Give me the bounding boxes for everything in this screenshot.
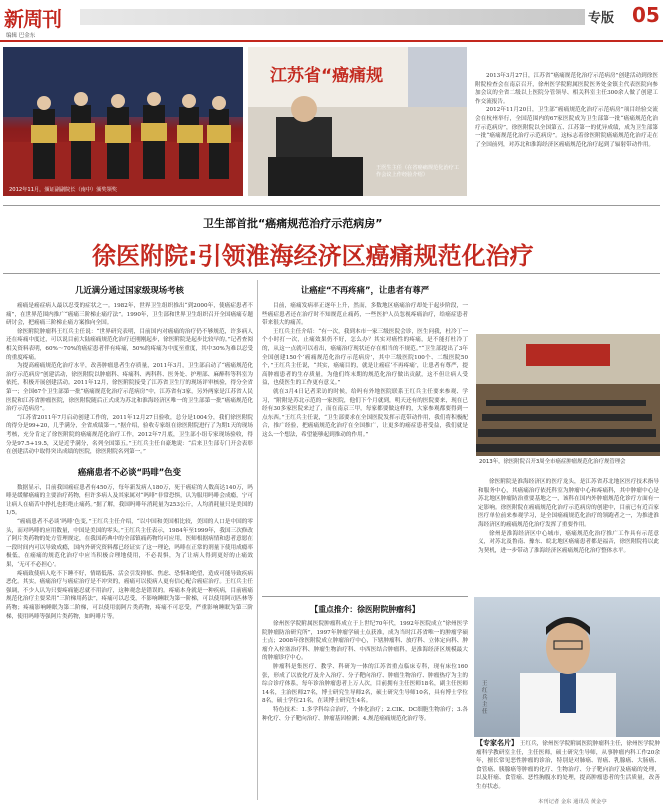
masthead-bar <box>80 9 585 25</box>
col2-paragraph-2: 王红兵主任介绍：“有一次，我到本市一家三级医院会诊，医生问我，杜冷丁一个小时打一次，止痛效果仍不好，怎么办？其实对癌性的疼痛，是不能打杜冷丁的，从这一点就可以看出，癌痛治疗现状还存在相当的不规范。”“卫生部提出了3年全国创建150个‘癌痛规范化治疗示范病房’，其中三级医院100个、二级医院50个，”王红兵主任说，“其实，癌痛目的，就是让癌症‘不再疼痛’，让患者有尊严，提高肿瘤患者的生存质量，为他们终末期的规范化治疗做出贡献，这不但让病人受益，也使医生的工作更有意义。” <box>262 328 468 387</box>
highlight-box <box>262 596 468 800</box>
col1-heading-2: 癌痛患者不必谈“吗啡”色变 <box>77 466 182 477</box>
right-column <box>478 478 659 555</box>
col1-paragraph-4: “江苏省2011年7月启动创建工作的，2011年12月27日验收，总分是1004分，我们徐医附院的得分是99+20，几乎满分，全省成绩第一。”据介绍，验收专家组在徐医附院进行了为期1天的现场考核，充分肯定了徐医附院的癌痛规范化治疗工作，2012年7月底，卫生部小组专家现场验收，得分是97.5+19.5，又是近乎满分，名列全国第五。”王红兵主任自豪地说：“后来卫生部专门开会表彰在创建活动中取得突出成绩的医院，徐医附院名列第一。” <box>6 414 253 456</box>
banner-text: 江苏省“癌痛规 <box>270 66 384 86</box>
col1-body-2 <box>6 484 253 622</box>
expert-photo <box>474 597 660 737</box>
highlight-paragraph-1: 徐州医学院附属医院肿瘤科成立于上世纪70年代，1992年医院成立“徐州医学院肿瘤防治研究所”，1997年肿瘤学硕士点获准，成为当时江苏省唯一的肿瘤学硕士点；2008年徐医附院成立肿瘤治疗中心，下辖肿瘤科、放疗科、立体定向科、肿瘤介入栓塞治疗科、肿瘤生物治疗科、中西医结合肿瘤科，是淮海经济区规模最大的肿瘤诊疗中心。 <box>262 621 468 662</box>
col1-paragraph-6: “癌痛患者不必谈‘吗啡’色变，”王红兵主任介绍，“以中国和美国相比较，美国的人口是中国的零头，而对吗啡的应用数量，中国是美国的零头。”王红兵主任表示，1984年至1999年，我国三次修改了阿片类药物的处方管理规定，在我国药典中的全部镇痛药物均可应用，医师根据病情和患者意愿在一段时间内可以导致成瘾，国内外研究资料都已经证实了这一理论，吗啡在正常的剂量下使用成瘾率极低，在癌痛的规范化治疗中应当积极合理地使用，不必畏惧，为了让病人得到更好的止痛效果，‘无可不必担心’。 <box>6 519 253 569</box>
col2-heading-1: 让癌症“不再疼痛”，让患者有尊严 <box>300 285 430 295</box>
ceremony-photo <box>3 47 243 196</box>
hall-scene <box>476 334 660 456</box>
speaker-caption: 王医生主任（在省癌痛规范化治疗工作会议上作经验介绍） <box>376 165 460 178</box>
column-2 <box>262 278 468 440</box>
headline-title: 徐医附院:引领淮海经济区癌痛规范化治疗 <box>92 242 534 270</box>
col1-paragraph-2: 徐医附院肿瘤科王红兵主任说：“世界研究表明，目前国内对癌痛的治疗仍不够规范，许多病人还在疼痛中度过，可以说目前大陆癌痛规范化治疗还刚刚起步，徐医附院是起步比较早的。”记者查阅相关资料表明，60%～70%的癌症患者伴有疼痛，50%的疼痛为中度至重度，其中30%为难以忍受的重度疼痛。 <box>6 328 253 361</box>
col1-paragraph-3: 为提高癌痛规范化治疗水平，改善肿瘤患者生存质量，2011年3月，卫生部启动了“癌痛规范化治疗示范病房”创建活动，徐医附院以肿瘤科、疼痛科、两科科、医务处、护理部、麻醉科等科室为依托，积极开展创建活动。2011年12月，徐医附院接受了江苏省卫生厅的现场评审核验，得分全省第一；全国67个卫生部第一批“癌痛规范化治疗示范病房”中，江苏省有3家，另外两家是江苏省人民医院和江苏省肿瘤医院，徐医附院随后正式成为苏北和淮海经济区唯一的卫生部第一批“癌痛规范化治疗示范病房”。 <box>6 363 253 413</box>
ceremony-figures <box>3 47 243 196</box>
expert-tag: 【专家名片】 <box>476 739 519 747</box>
intro-paragraph-2: 2012年11月20日，卫生部“癌痛规范化治疗示范病房”项目经验交流会在杭州举行，全国范围内的67家医院成为卫生部第一批“癌痛规范化治疗示范病房”，徐医附院以全国第五、江苏第一的优异成绩，成为卫生部第一批“癌痛规范化治疗示范病房”。这标志着徐医附院癌痛规范化治疗走在了全国前列，对苏北和淮海经济区癌痛规范化治疗起到了辐射带动作用。 <box>475 107 658 148</box>
col2-body <box>262 302 468 440</box>
col2-paragraph-1: 目前，癌痛发病率正逐年上升，然而，多数地区癌痛治疗却处于起步阶段，一些癌症患者还在治疗时不知规范止痛药，一些医护人员忽视疼痛治疗，给癌症患者带来很大的痛苦。 <box>262 303 468 327</box>
headline-kicker: 卫生部首批“癌痛规范治疗示范病房” <box>203 217 383 230</box>
speaker-photo <box>248 47 467 196</box>
col1-body-1 <box>6 302 253 457</box>
highlight-paragraph-3: 特色技术：1.多学科综合治疗，个体化治疗；2.CIK、DC细胞生物治疗；3.各种化疗、分子靶向治疗、肿瘤基因检测；4.规范癌痛规范化治疗等。 <box>262 706 468 722</box>
expert-photo-label: 王红兵主任 <box>482 681 488 715</box>
expert-card <box>476 739 660 792</box>
right-paragraph-1: 徐医附院是淮海经济区的医疗龙头，是江苏省苏北地区医疗技术指导和服务中心，其癌痛治疗依托科室为肿瘤中心和疼痛科，其中肿瘤中心是苏北地区肿瘤防治重要基地之一，该科在国内外肿瘤规范化诊疗方面有一定影响。徐医附院在癌痛规范化治疗示范病房的创建中，目前已有近百家医疗单位前来参观学习，是全国癌痛规范化治疗的领跑者之一，为推进淮海经济区的癌痛规范化治疗发挥了重要作用。 <box>478 479 659 528</box>
section-label: 专版 <box>588 11 615 26</box>
page-number: 05 <box>632 3 660 27</box>
expert-bio <box>476 739 660 792</box>
masthead-editor: 编辑 巴金东 <box>6 33 36 39</box>
col1-paragraph-5: 数据显示，目前我国癌症患者有450万，每年新发病人180万，死于癌症的人数高达140万，吗啡是缓解癌痛的主要治疗药物，但许多病人及其家属对“吗啡”非常恐惧，认为服用吗啡会成瘾，宁可让病人在痛苦中挣扎也拒绝止痛药。”据了解，我国吗啡年消耗量为253公斤，人均消耗量只是美国的1/5。 <box>6 484 253 517</box>
expert-portrait <box>474 597 660 737</box>
masthead <box>0 0 663 40</box>
col2-paragraph-3: 就在3月4日记者采访的时候，给吗有外地医院联系王红兵主任要来参观、学习，“附附是苏北示范的一家医院，他们下个月就到，明天还有的医院要来，现在已经有30多家医院来过了，而在南京三甲，每家都要做这样的，大家参观都要得到一点东西。”王红兵主任说，“卫生部要求在全国医院发挥示范带动作用，我们将积极配合，推广经验，把癌痛规范化治疗在全国推广，让更多的癌症患者受益，我们就是这么一个想法，希望能够起到推动的作用。” <box>262 388 468 438</box>
col1-paragraph-1: 癌痛是癌症病人最以忍受的症状之一。1982年，世界卫生组织推出“到2000年，使癌症患者不痛”，在世界范围内推广“癌痛三阶梯止痛疗法”。1990年，卫生部和世界卫生组织召开全国癌痛专题研讨会，把癌痛三阶梯止痛方案推向全国。 <box>6 303 253 327</box>
column-divider-1 <box>257 280 258 800</box>
highlight-body <box>262 620 468 723</box>
right-paragraph-2: 徐州是淮海经济区中心城市，癌痛规范化治疗推广工作具有示范意义，对苏北及鲁南、豫东、皖北地区癌痛患者都是福音，徐医附院将以此为契机，进一步带动了淮海经济区癌痛规范化治疗整体水平。 <box>478 530 659 554</box>
masthead-logo: 新周刊 <box>4 7 61 31</box>
col1-heading-1: 几近满分通过国家级现场考核 <box>75 285 184 295</box>
col1-paragraph-7: 疼痛致使病人吃不下睡不好，情绪低落、活会引发抑郁、焦虑、恐惧和绝望，造成可能导致疾病恶化。其实，癌痛治疗与癌症治疗是不冲突的，癌痛可以使病人更有信心配合癌症治疗。王红兵主任强调，不少人认为只要疼痛能忍就不用治疗，这种观念是错误的。疼痛本身就是一种疾病，目前癌痛规范化治疗主要采用“三阶梯用药法”，疼痛可以忍受，不影响睡眠为第一阶梯，可以使用阿司匹林等药物；疼痛影响睡眠为第二阶梯，可以使用弱阿片类药物，疼痛不可忍受，严重影响睡眠为第三阶梯，使用吗啡等强阿片类药物，如吗啡片等。 <box>6 570 253 620</box>
intro-paragraph-1: 2013年3月27日，江苏省“癌痛规范化治疗示范病房”创建活动到徐医附院检查会在南京召开，徐州医学院附属医院医务处金镇主代表医院向参加会议的全省二级以上医院分管领导、相关科室主任300余人做了创建工作交流报告。 <box>475 73 658 105</box>
masthead-rule <box>0 40 663 42</box>
hall-caption: 2013年，徐医附院召开3周全市癌症肿瘤规范化治疗规管理会 <box>479 459 626 465</box>
highlight-paragraph-2: 肿瘤科是集医疗、教学、科研为一体的江苏省重点临床专科，现有床位160张，形成了以放化疗及介入治疗、分子靶向治疗、肿瘤生物治疗、肿瘤热疗为主的综合诊疗体系，每年诊治肿瘤患者上万人次，目前拥有主任医师18名，副主任医师14名，主治医师27名，博士研究生导师2名，硕士研究生导师10名，具有博士学位8名，硕士学位21名，在读博士研究生4名。 <box>262 663 468 705</box>
top-divider <box>3 205 660 206</box>
highlight-heading: 【重点推介：徐医附院肿瘤科】 <box>310 605 420 614</box>
headline-divider <box>3 273 660 274</box>
column-1 <box>6 278 253 621</box>
intro-text <box>475 72 658 149</box>
ceremony-caption: 2012年11月，颁证副副院长（南中）颁奖领奖 <box>9 187 117 193</box>
hall-photo <box>476 334 660 456</box>
expert-bio-text: 王红兵，徐州医学院附属医院肿瘤科主任，徐州医学院肿瘤科学教研室主任，主任医师，硕士研究生导师，从事肿瘤内科工作20余年，擅长常见恶性肿瘤的诊治，特别是对肺癌、胃癌、乳腺癌、大肠癌、食管癌、胰腺癌等肿瘤的化疗、生物治疗、分子靶向治疗及癌痛的处理，以及肝癌、食管癌、恶性胸腹水的处理，提高肿瘤患者的生活质量，改善生存状态。 <box>476 741 660 790</box>
footer-credit: 本刊记者 金东 通讯员 黄金亭 <box>538 799 607 805</box>
